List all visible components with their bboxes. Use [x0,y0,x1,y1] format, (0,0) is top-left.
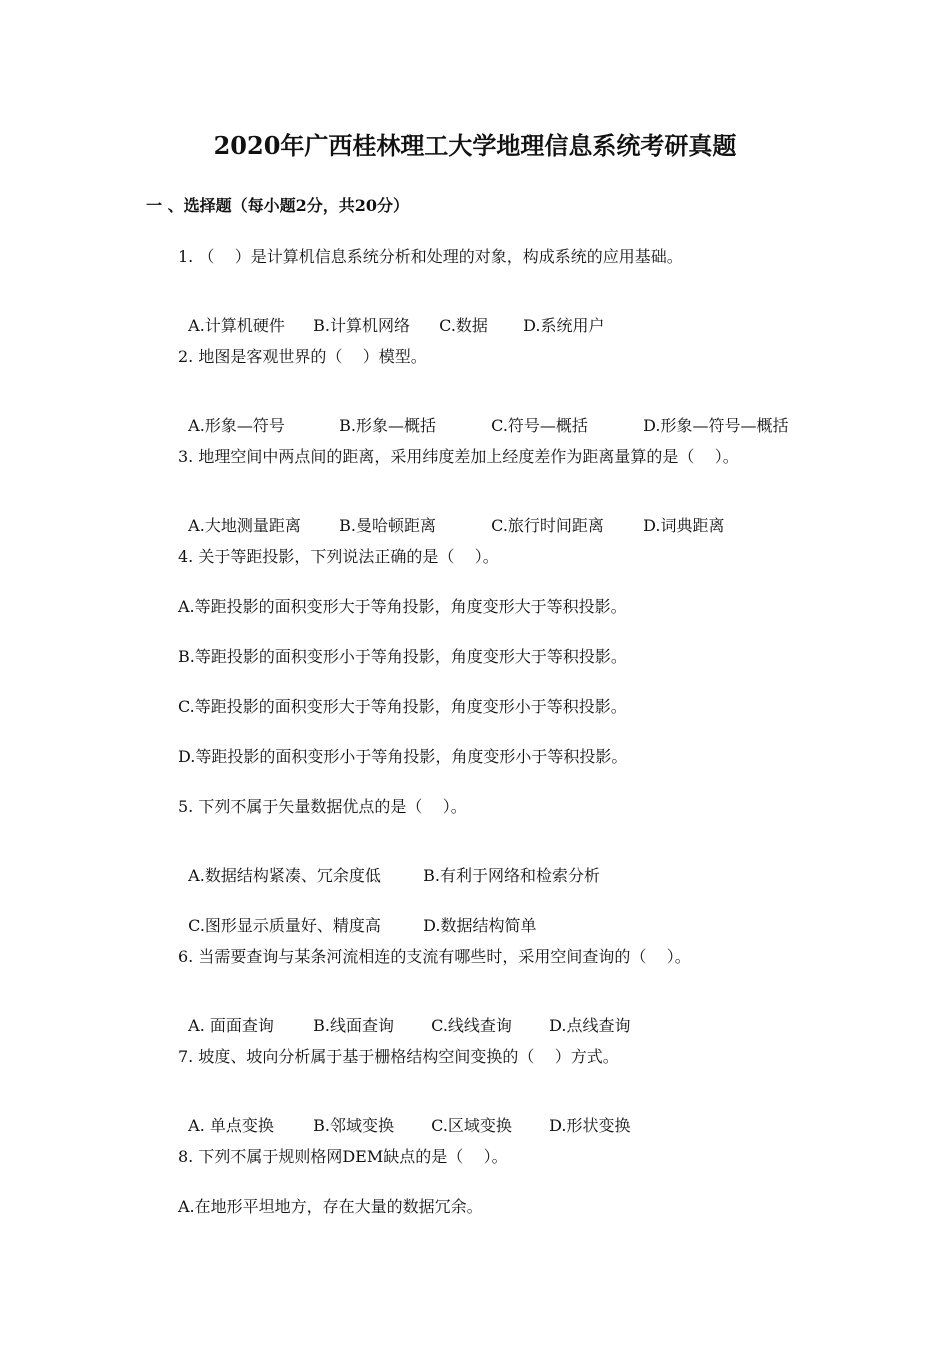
option-d: D.点线查询 [549,1016,631,1035]
question-1-stem: 1. （ ）是计算机信息系统分析和处理的对象，构成系统的应用基础。 [178,247,683,266]
question-4-option-a: A.等距投影的面积变形大于等角投影，角度变形大于等积投影。 [178,597,627,616]
option-d: D.系统用户 [523,316,605,335]
question-8-stem: 8. 下列不属于规则格网DEM缺点的是（ ）。 [178,1147,508,1166]
section-heading: 一 、选择题（每小题2分，共20分） [146,196,409,215]
question-6-stem: 6. 当需要查询与某条河流相连的支流有哪些时，采用空间查询的（ ）。 [178,947,691,966]
option-a: A.大地测量距离 [188,516,301,535]
option-a: A.形象—符号 [188,416,285,435]
option-d: D.形状变换 [549,1116,631,1135]
question-4-option-c: C.等距投影的面积变形大于等角投影，角度变形小于等积投影。 [178,697,627,716]
option-c: C.区域变换 [431,1116,512,1135]
question-2-options [178,394,789,436]
option-b: B.线面查询 [313,1016,395,1035]
question-4-option-d: D.等距投影的面积变形小于等角投影，角度变形小于等积投影。 [178,747,628,766]
option-a: A.数据结构紧凑、冗余度低 [188,866,381,885]
option-b: B.有利于网络和检索分析 [423,866,601,885]
option-c: C.符号—概括 [491,416,588,435]
question-1-options [178,294,605,336]
question-3-options [178,494,725,536]
option-b: B.曼哈顿距离 [339,516,437,535]
option-c: C.线线查询 [431,1016,512,1035]
question-7-stem: 7. 坡度、坡向分析属于基于栅格结构空间变换的（ ）方式。 [178,1047,619,1066]
question-4-option-b: B.等距投影的面积变形小于等角投影，角度变形大于等积投影。 [178,647,627,666]
option-b: B.计算机网络 [313,316,411,335]
option-c: C.数据 [439,316,488,335]
question-6-options [178,994,631,1036]
option-d: D.数据结构简单 [423,916,537,935]
question-3-stem: 3. 地理空间中两点间的距离，采用纬度差加上经度差作为距离量算的是（ ）。 [178,447,739,466]
question-2-stem: 2. 地图是客观世界的（ ）模型。 [178,347,427,366]
option-b: B.邻域变换 [313,1116,395,1135]
question-5-stem: 5. 下列不属于矢量数据优点的是（ ）。 [178,797,467,816]
option-c: C.旅行时间距离 [491,516,604,535]
option-a: A. 面面查询 [188,1016,274,1035]
option-a: A. 单点变换 [188,1116,274,1135]
option-b: B.形象—概括 [339,416,437,435]
question-4-stem: 4. 关于等距投影，下列说法正确的是（ ）。 [178,547,499,566]
option-c: C.图形显示质量好、精度高 [188,916,381,935]
page-title: 2020年广西桂林理工大学地理信息系统考研真题 [213,131,737,160]
question-5-options-row1 [178,844,600,886]
question-7-options [178,1094,631,1136]
question-8-option-a: A.在地形平坦地方，存在大量的数据冗余。 [178,1197,483,1216]
option-a: A.计算机硬件 [188,316,285,335]
option-d: D.词典距离 [643,516,725,535]
option-d: D.形象—符号—概括 [643,416,789,435]
question-5-options-row2 [178,894,537,936]
